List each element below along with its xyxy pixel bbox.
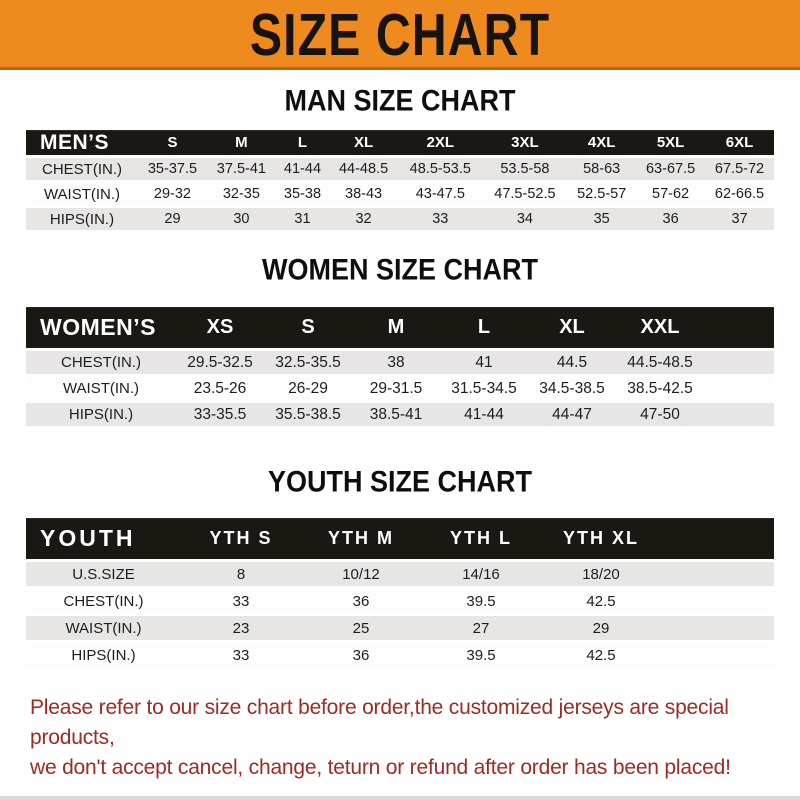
value-cell: 42.5 <box>541 643 661 670</box>
banner-title: SIZE CHART <box>249 0 551 68</box>
size-header-cell: YTH L <box>421 518 541 562</box>
value-cell: 27 <box>421 616 541 643</box>
value-cell: 53.5-58 <box>483 158 568 183</box>
value-cell: 26-29 <box>264 377 352 403</box>
value-cell: 35 <box>567 208 636 233</box>
bottom-edge-strip <box>0 796 800 800</box>
value-cell: 23 <box>181 616 301 643</box>
size-header-cell: 6XL <box>705 130 774 158</box>
value-cell: 33-35.5 <box>176 403 264 429</box>
youth-header-row <box>26 518 774 562</box>
filler-cell <box>704 403 774 429</box>
size-header-cell: L <box>276 130 329 158</box>
measure-row <box>26 643 774 670</box>
value-cell: 14/16 <box>421 562 541 589</box>
footer-line-2: we don't accept cancel, change, teturn or refund after order has been placed! <box>30 756 731 779</box>
value-cell: 10/12 <box>301 562 421 589</box>
value-cell: 33 <box>398 208 483 233</box>
filler-cell <box>661 616 774 643</box>
women-header-row <box>26 307 774 351</box>
value-cell: 38.5-41 <box>352 403 440 429</box>
value-cell: 47-50 <box>616 403 704 429</box>
size-header-cell: XS <box>176 307 264 351</box>
measure-row <box>26 616 774 643</box>
size-header-cell: XL <box>329 130 398 158</box>
value-cell: 23.5-26 <box>176 377 264 403</box>
women-size-table <box>26 307 774 429</box>
value-cell: 33 <box>181 589 301 616</box>
row-label-cell: HIPS(IN.) <box>26 208 138 233</box>
measure-row <box>26 351 774 377</box>
men-size-table <box>26 130 774 233</box>
value-cell: 36 <box>301 589 421 616</box>
measure-row <box>26 562 774 589</box>
row-label-cell: CHEST(IN.) <box>26 351 176 377</box>
size-header-cell: YTH XL <box>541 518 661 562</box>
value-cell: 29 <box>541 616 661 643</box>
filler-cell <box>661 589 774 616</box>
measure-row <box>26 183 774 208</box>
youth-size-chart-heading: YOUTH SIZE CHART <box>267 465 532 499</box>
man-size-chart-heading: MAN SIZE CHART <box>284 84 516 118</box>
size-header-cell: 3XL <box>483 130 568 158</box>
value-cell: 18/20 <box>541 562 661 589</box>
value-cell: 58-63 <box>567 158 636 183</box>
women-size-chart-heading: WOMEN SIZE CHART <box>262 253 538 287</box>
value-cell: 52.5-57 <box>567 183 636 208</box>
value-cell: 44-47 <box>528 403 616 429</box>
size-header-cell: YTH S <box>181 518 301 562</box>
value-cell: 37 <box>705 208 774 233</box>
size-header-cell: M <box>207 130 276 158</box>
row-label-cell: CHEST(IN.) <box>26 158 138 183</box>
value-cell: 38-43 <box>329 183 398 208</box>
row-label-cell: WAIST(IN.) <box>26 377 176 403</box>
size-header-cell: XL <box>528 307 616 351</box>
value-cell: 43-47.5 <box>398 183 483 208</box>
value-cell: 41-44 <box>440 403 528 429</box>
footer-line-1: Please refer to our size chart before order,the customized jerseys are special products, <box>30 696 729 749</box>
table-title-cell: MEN’S <box>26 130 138 158</box>
measure-row <box>26 158 774 183</box>
size-header-cell: 5XL <box>636 130 705 158</box>
filler-cell <box>704 377 774 403</box>
filler-cell <box>661 643 774 670</box>
row-label-cell: U.S.SIZE <box>26 562 181 589</box>
value-cell: 63-67.5 <box>636 158 705 183</box>
value-cell: 41 <box>440 351 528 377</box>
value-cell: 62-66.5 <box>705 183 774 208</box>
table-title-cell: YOUTH <box>26 518 181 562</box>
value-cell: 32.5-35.5 <box>264 351 352 377</box>
value-cell: 44.5-48.5 <box>616 351 704 377</box>
measure-row <box>26 403 774 429</box>
value-cell: 25 <box>301 616 421 643</box>
row-label-cell: HIPS(IN.) <box>26 643 181 670</box>
value-cell: 37.5-41 <box>207 158 276 183</box>
value-cell: 30 <box>207 208 276 233</box>
value-cell: 47.5-52.5 <box>483 183 568 208</box>
value-cell: 38.5-42.5 <box>616 377 704 403</box>
value-cell: 48.5-53.5 <box>398 158 483 183</box>
table-title-cell: WOMEN’S <box>26 307 176 351</box>
value-cell: 44-48.5 <box>329 158 398 183</box>
row-label-cell: WAIST(IN.) <box>26 616 181 643</box>
size-header-cell: M <box>352 307 440 351</box>
value-cell: 29-32 <box>138 183 207 208</box>
value-cell: 35-38 <box>276 183 329 208</box>
value-cell: 44.5 <box>528 351 616 377</box>
size-header-cell: S <box>264 307 352 351</box>
size-header-cell: XXL <box>616 307 704 351</box>
value-cell: 35.5-38.5 <box>264 403 352 429</box>
row-label-cell: HIPS(IN.) <box>26 403 176 429</box>
footer-note <box>30 693 800 783</box>
filler-cell <box>704 307 774 351</box>
size-header-cell: 4XL <box>567 130 636 158</box>
value-cell: 57-62 <box>636 183 705 208</box>
value-cell: 36 <box>301 643 421 670</box>
filler-cell <box>661 518 774 562</box>
men-header-row <box>26 130 774 158</box>
value-cell: 67.5-72 <box>705 158 774 183</box>
measure-row <box>26 377 774 403</box>
row-label-cell: WAIST(IN.) <box>26 183 138 208</box>
youth-size-table <box>26 518 774 670</box>
measure-row <box>26 208 774 233</box>
size-header-cell: YTH M <box>301 518 421 562</box>
value-cell: 8 <box>181 562 301 589</box>
value-cell: 41-44 <box>276 158 329 183</box>
value-cell: 33 <box>181 643 301 670</box>
value-cell: 35-37.5 <box>138 158 207 183</box>
row-label-cell: CHEST(IN.) <box>26 589 181 616</box>
size-chart-banner <box>0 0 800 70</box>
size-header-cell: 2XL <box>398 130 483 158</box>
filler-cell <box>661 562 774 589</box>
value-cell: 39.5 <box>421 643 541 670</box>
value-cell: 31 <box>276 208 329 233</box>
value-cell: 29.5-32.5 <box>176 351 264 377</box>
size-header-cell: S <box>138 130 207 158</box>
value-cell: 34 <box>483 208 568 233</box>
value-cell: 32-35 <box>207 183 276 208</box>
value-cell: 34.5-38.5 <box>528 377 616 403</box>
value-cell: 31.5-34.5 <box>440 377 528 403</box>
measure-row <box>26 589 774 616</box>
value-cell: 42.5 <box>541 589 661 616</box>
value-cell: 36 <box>636 208 705 233</box>
filler-cell <box>704 351 774 377</box>
value-cell: 32 <box>329 208 398 233</box>
value-cell: 38 <box>352 351 440 377</box>
size-header-cell: L <box>440 307 528 351</box>
value-cell: 29 <box>138 208 207 233</box>
value-cell: 29-31.5 <box>352 377 440 403</box>
value-cell: 39.5 <box>421 589 541 616</box>
